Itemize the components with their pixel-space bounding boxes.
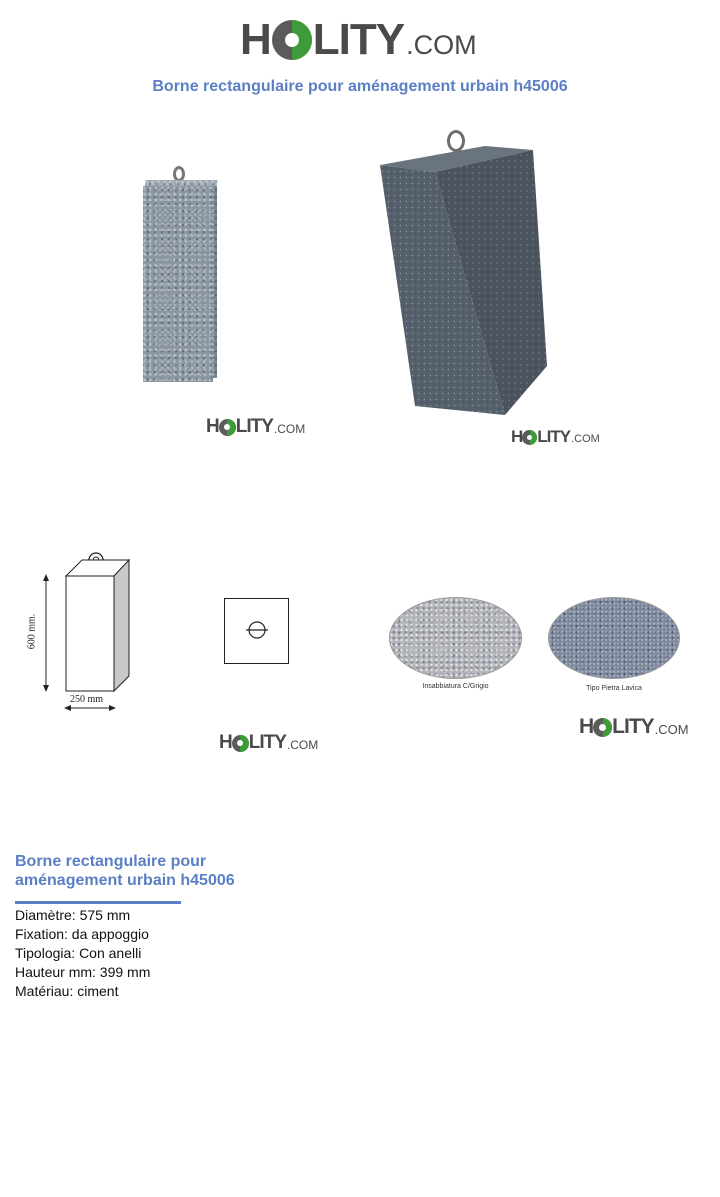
- finish-label: Tipo Pietra Lavica: [586, 685, 642, 692]
- spec-item: Tipologia: Con anelli: [15, 945, 142, 961]
- brand-logo-watermark: H LITY .COM: [219, 732, 319, 753]
- finish-swatch-lava[interactable]: [548, 597, 680, 679]
- logo-o-icon: [232, 735, 249, 752]
- spec-list: [15, 906, 150, 1001]
- logo-left: H: [240, 15, 271, 64]
- technical-drawing-front: [28, 548, 138, 718]
- product-photo-large-bollard: [375, 128, 555, 423]
- brand-logo[interactable]: [240, 14, 477, 66]
- finish-swatch-grey[interactable]: [389, 597, 522, 679]
- product-photo-small-bollard: [143, 166, 219, 386]
- bollard-side: [211, 186, 217, 378]
- spec-item: Diamètre: 575 mm: [15, 907, 131, 923]
- logo-o-icon: [522, 430, 537, 445]
- logo-o-icon: [593, 718, 612, 737]
- finish-label: Insabbiatura C/Grigio: [422, 683, 489, 690]
- technical-drawing-top: [224, 598, 290, 664]
- width-dimension-label: 250 mm: [70, 694, 104, 705]
- height-dimension-label: 600 mm.: [26, 613, 38, 650]
- spec-item: Fixation: da appoggio: [15, 926, 149, 942]
- page-title: Borne rectangulaire pour aménagement urbain h45006: [152, 78, 568, 95]
- bollard-outline: [28, 548, 138, 718]
- logo-o-icon: [219, 419, 236, 436]
- spec-item: Hauteur mm: 399 mm: [15, 964, 151, 980]
- logo-right: LITY: [312, 15, 405, 64]
- brand-logo-watermark: H LITY .COM: [579, 715, 689, 738]
- brand-logo-watermark: H LITY .COM: [511, 427, 600, 446]
- large-bollard-shape: [375, 128, 555, 423]
- top-view-outline: [224, 598, 290, 664]
- logo-o-icon: [272, 20, 312, 60]
- logo-suffix: .COM: [406, 29, 477, 60]
- spec-item: Matériau: ciment: [15, 983, 119, 999]
- title-divider: [15, 901, 181, 904]
- brand-logo-watermark: H LITY .COM: [206, 416, 306, 437]
- bollard-body: [143, 186, 213, 382]
- product-title: Borne rectangulaire pour aménagement urbain h45006: [15, 853, 235, 889]
